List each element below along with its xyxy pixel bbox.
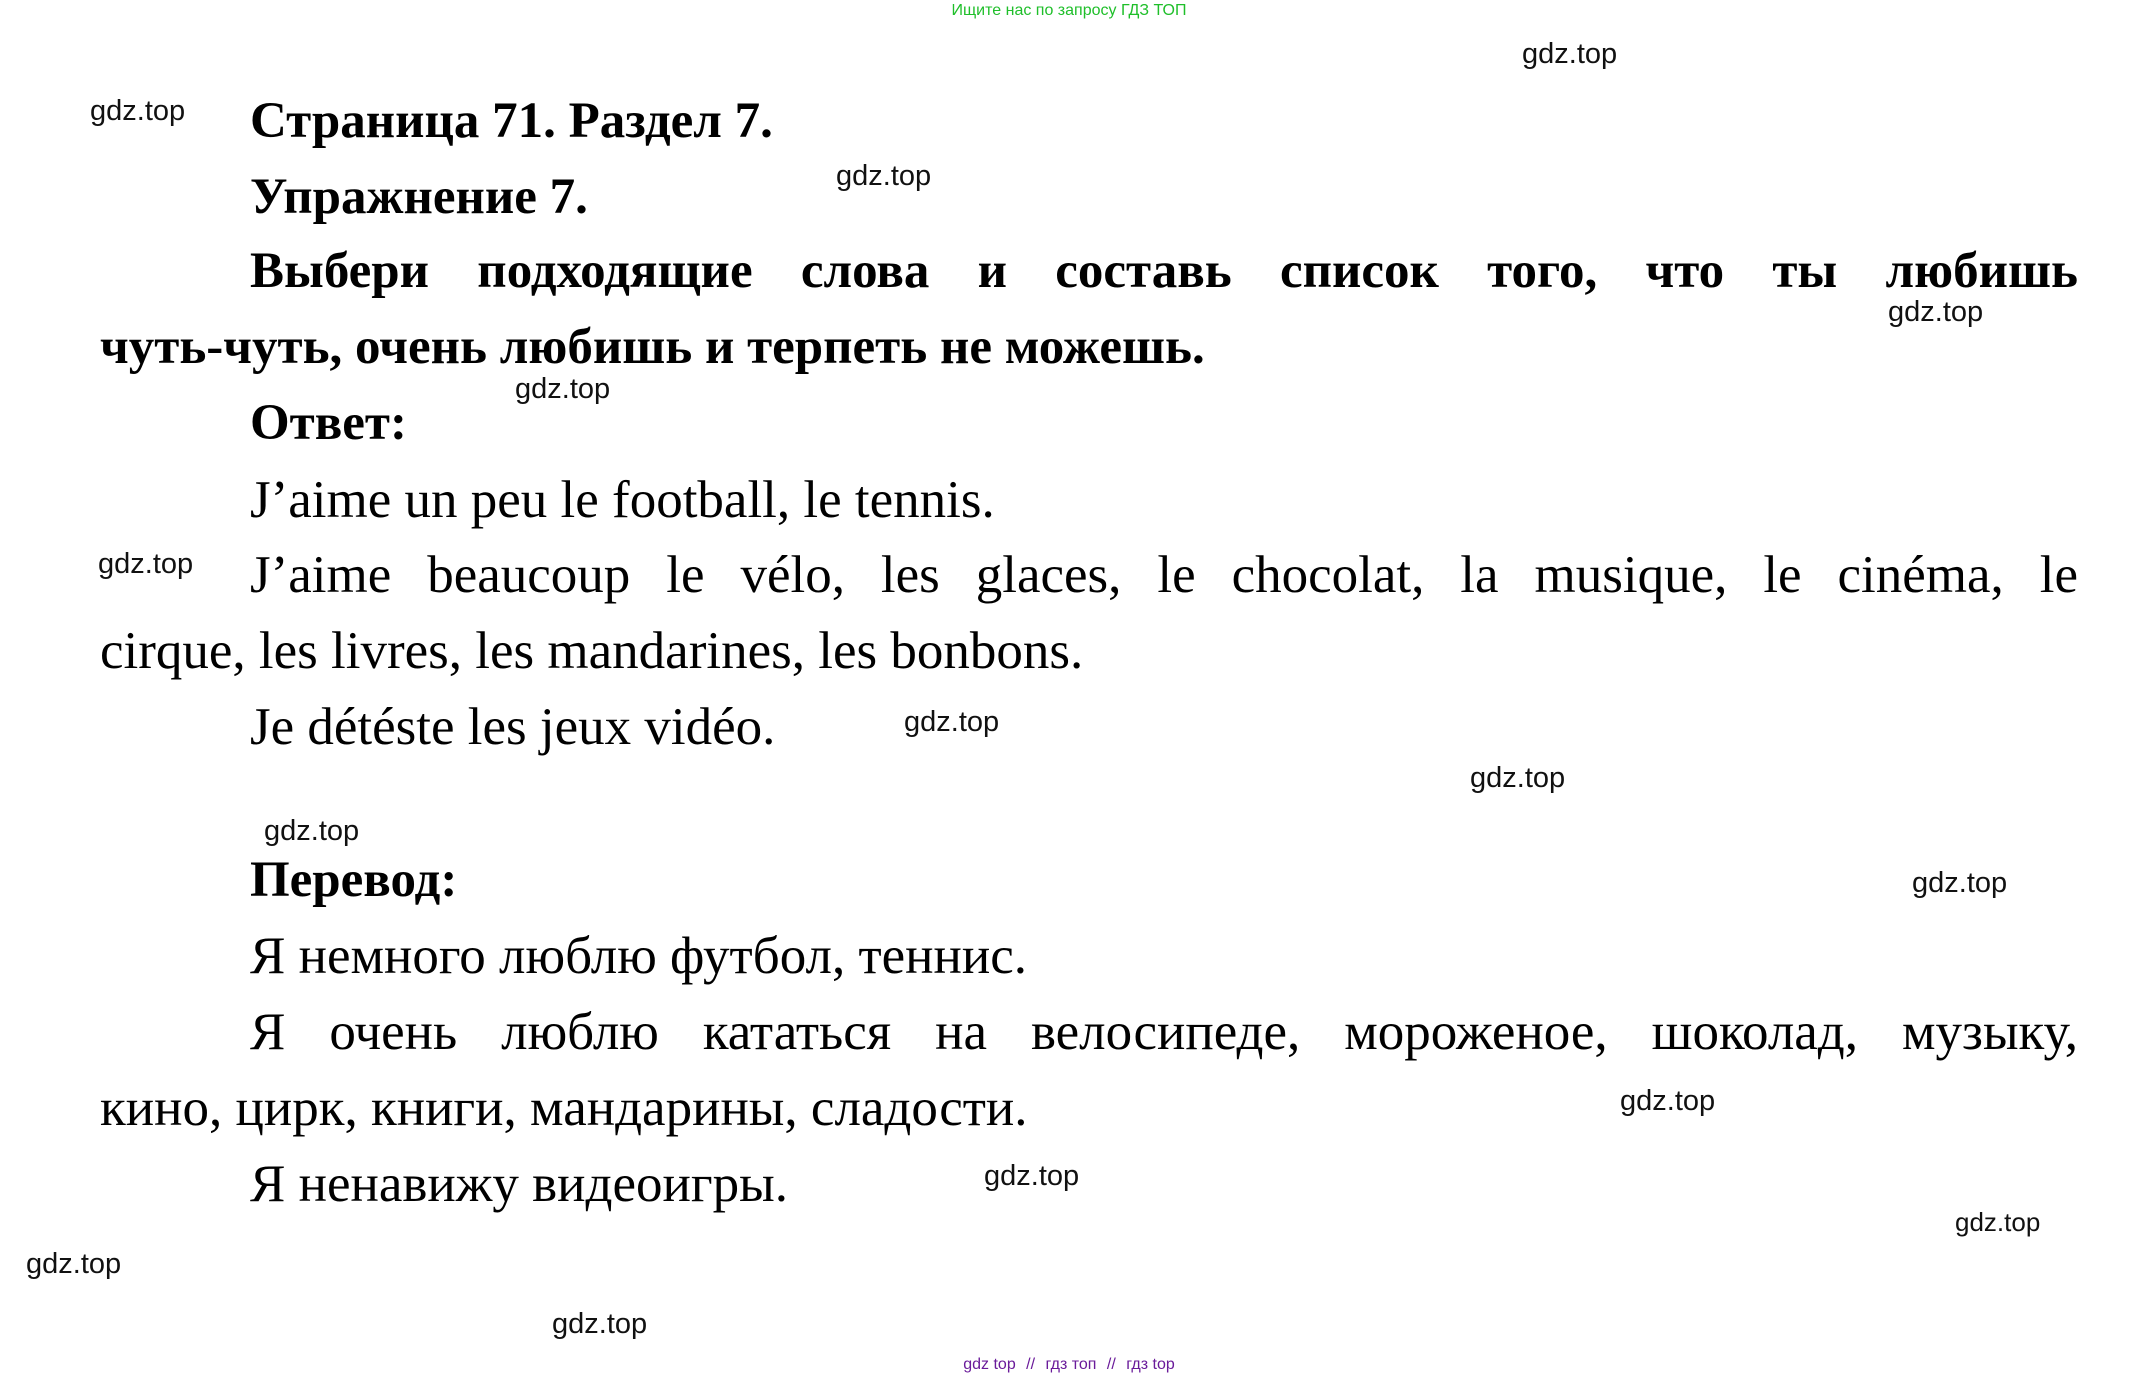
answer-line-2b: cirque, les livres, les mandarines, les bonbons. [100,622,1084,680]
watermark: gdz.top [1620,1085,1716,1117]
watermark: gdz.top [90,95,186,127]
translation-line-2b: кино, цирк, книги, мандарины, сладости. [100,1079,1028,1137]
answer-label: Ответ: [250,395,407,451]
watermark: gdz.top [552,1308,648,1340]
watermark: gdz.top [1522,38,1618,70]
footer-separator: // [1026,1356,1036,1373]
watermark: gdz.top [98,548,194,580]
answer-line-2a: J’aime beaucoup le vélo, les glaces, le chocolat, la musique, le cinéma, le [250,546,2078,604]
task-text-line-1: Выбери подходящие слова и составь список того, что ты любишь [250,243,2078,299]
translation-line-1: Я немного люблю футбол, теннис. [250,927,1027,985]
task-text-line-2: чуть-чуть, очень любишь и терпеть не можешь. [100,319,1205,375]
footer-separator: // [1106,1356,1116,1373]
footer-link[interactable]: gdz top [963,1356,1016,1373]
answer-line-1: J’aime un peu le football, le tennis. [250,471,995,529]
page-title: Страница 71. Раздел 7. [250,93,773,149]
watermark: gdz.top [515,373,611,405]
translation-label: Перевод: [250,852,458,908]
watermark: gdz.top [1888,296,1984,328]
watermark: gdz.top [1470,762,1566,794]
footer-link[interactable]: гдз топ [1045,1356,1097,1373]
watermark: gdz.top [984,1160,1080,1192]
translation-line-2a: Я очень люблю кататься на велосипеде, мороженое, шоколад, музыку, [250,1003,2078,1061]
watermark: gdz.top [1912,867,2008,899]
translation-line-3: Я ненавижу видеоигры. [250,1155,788,1213]
watermark: gdz.top [264,815,360,847]
footer-links [0,1356,2138,1374]
exercise-title: Упражнение 7. [250,169,588,225]
watermark: gdz.top [26,1248,122,1280]
answer-line-3: Je détéste les jeux vidéo. [250,698,776,756]
search-hint-banner: Ищите нас по запросу ГДЗ ТОП [951,2,1187,19]
watermark: gdz.top [836,160,932,192]
footer-link[interactable]: гдз top [1126,1356,1175,1373]
watermark: gdz.top [1955,1207,2041,1237]
watermark: gdz.top [904,706,1000,738]
